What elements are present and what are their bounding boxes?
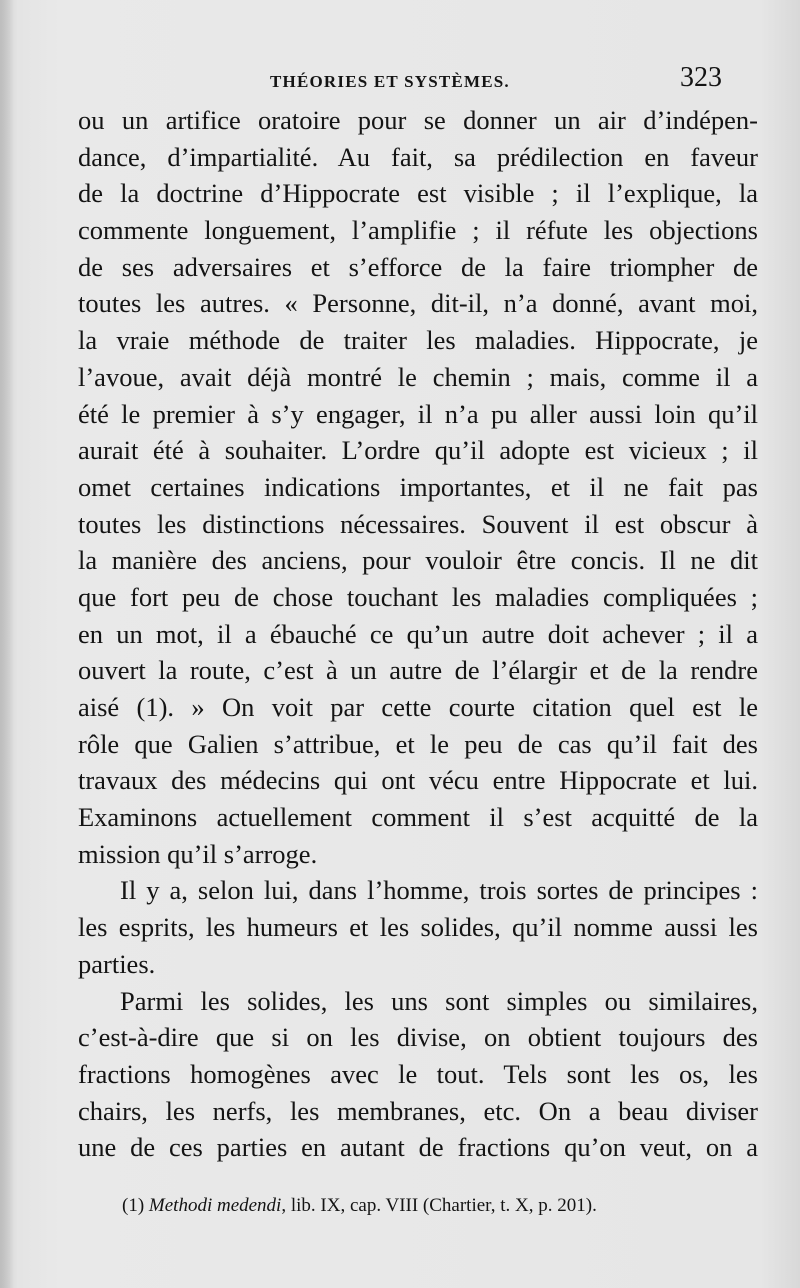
running-head: THÉORIES ET SYSTÈMES. [270, 72, 510, 91]
footnote-reference: , lib. IX, cap. VIII (Chartier, t. X, p. 201). [281, 1195, 597, 1216]
body-text [78, 102, 758, 1166]
text-line: Parmi les solides, les uns sont simples ou similaires, [120, 985, 758, 1016]
paragraph-1 [78, 102, 758, 872]
text-line: Il y a, selon lui, dans l’homme, trois sortes de principes : [120, 875, 758, 906]
page-header [0, 62, 800, 96]
text-line: omet certaines indications importantes, et il ne fait pas [78, 471, 758, 502]
text-line: en un mot, il a ébauché ce qu’un autre doit achever ; il a [78, 618, 758, 649]
footnote-marker: (1) [122, 1195, 145, 1216]
text-line: mission qu’il s’arroge. [78, 838, 318, 869]
text-line: rôle que Galien s’attribue, et le peu de cas qu’il fait des [78, 728, 758, 759]
page-gutter-shadow [0, 0, 14, 1288]
text-line: parties. [78, 948, 156, 979]
text-line: été le premier à s’y engager, il n’a pu aller aussi loin qu’il [78, 398, 758, 429]
text-line: fractions homogènes avec le tout. Tels sont les os, les [78, 1058, 758, 1089]
text-line: travaux des médecins qui ont vécu entre Hippocrate et lui. [78, 765, 758, 796]
text-line: la vraie méthode de traiter les maladies. Hippocrate, je [78, 325, 758, 356]
text-line: les esprits, les humeurs et les solides, qu’il nomme aussi les [78, 912, 758, 943]
text-line: toutes les autres. « Personne, dit-il, n’a donné, avant moi, [78, 288, 758, 319]
text-line: dance, d’impartialité. Au fait, sa prédilection en faveur [78, 141, 758, 172]
text-line: que fort peu de chose touchant les maladies compliquées ; [78, 581, 758, 612]
text-line: toutes les distinctions nécessaires. Souvent il est obscur à [78, 508, 758, 539]
text-line: chairs, les nerfs, les membranes, etc. On a beau diviser [78, 1095, 758, 1126]
text-line: de ses adversaires et s’efforce de la faire triompher de [78, 251, 758, 282]
text-line: ou un artifice oratoire pour se donner un air d’indépen- [78, 105, 758, 135]
paragraph-2 [78, 872, 758, 982]
text-line: commente longuement, l’amplifie ; il réfute les objections [78, 215, 758, 246]
text-line: Examinons actuellement comment il s’est acquitté de la [78, 802, 758, 833]
text-line: une de ces parties en autant de fractions qu’on veut, on a [78, 1132, 758, 1163]
footnote-title: Methodi medendi [148, 1195, 282, 1216]
paragraph-3 [78, 983, 758, 1166]
text-line: l’avoue, avait déjà montré le chemin ; mais, comme il a [78, 361, 758, 392]
text-line: aurait été à souhaiter. L’ordre qu’il adopte est vicieux ; il [78, 435, 758, 466]
text-line: de la doctrine d’Hippocrate est visible ; il l’explique, la [78, 178, 758, 209]
page-number: 323 [680, 62, 722, 93]
text-line: c’est-à-dire que si on les divise, on obtient toujours des [78, 1022, 758, 1053]
text-line: ouvert la route, c’est à un autre de l’élargir et de la rendre [78, 655, 758, 686]
footnote [122, 1195, 597, 1217]
text-line: aisé (1). » On voit par cette courte citation quel est le [78, 692, 758, 722]
text-line: la manière des anciens, pour vouloir être concis. Il ne dit [78, 545, 758, 576]
